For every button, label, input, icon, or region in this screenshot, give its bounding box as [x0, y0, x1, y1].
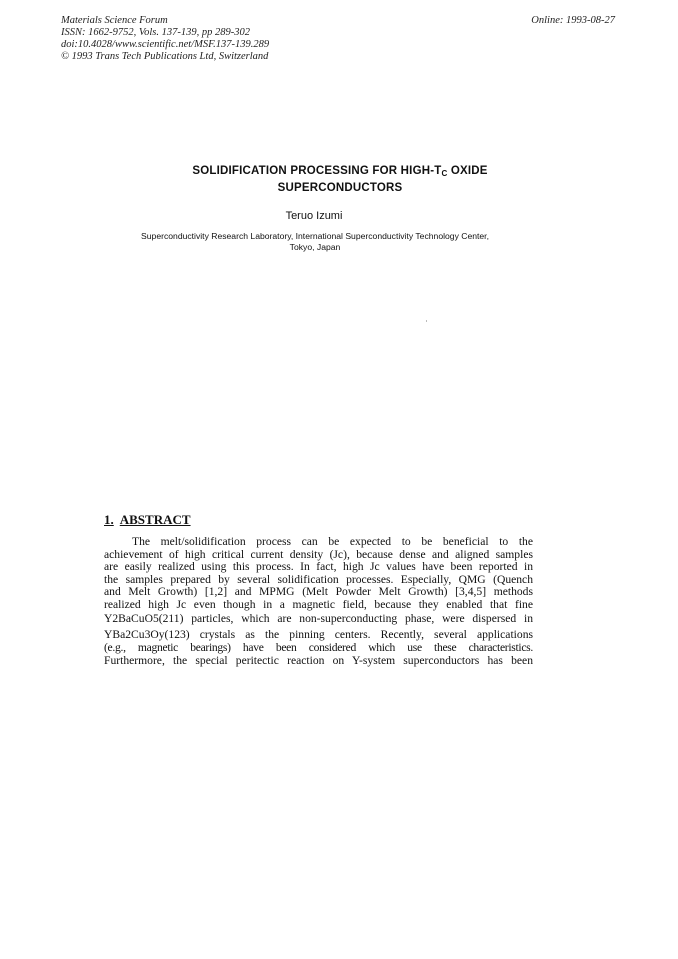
abstract-line: The melt/solidification process can be expected to be beneficial to the — [132, 536, 533, 548]
abstract-line: and Melt Growth) [1,2] and MPMG (Melt Powder Melt Growth) [3,4,5] methods — [104, 586, 533, 598]
title-line-2: SUPERCONDUCTORS — [277, 182, 403, 194]
online-date: Online: 1993-08-27 — [531, 15, 615, 26]
journal-header — [61, 15, 269, 63]
author-name: Teruo Izumi — [285, 210, 343, 222]
abstract-body — [104, 536, 533, 667]
scan-artifact — [426, 320, 427, 322]
abstract-line: Y2BaCuO5(211) particles, which are non-superconducting phase, were dispersed in — [104, 612, 533, 625]
doi-line[interactable]: doi:10.4028/www.scientific.net/MSF.137-139.289 — [61, 39, 270, 50]
section-heading — [104, 512, 197, 528]
section-number: 1. — [104, 512, 114, 527]
abstract-line: (e.g., magnetic bearings) have been considered which use these characteristics. — [104, 642, 533, 654]
abstract-line: achievement of high critical current density (Jc), because dense and aligned samples — [104, 548, 533, 561]
journal-name: Materials Science Forum — [61, 15, 168, 26]
issn-line: ISSN: 1662-9752, Vols. 137-139, pp 289-302 — [61, 27, 250, 38]
title-subscript: C — [441, 169, 448, 178]
abstract-line: YBa2Cu3Oy(123) crystals as the pinning centers. Recently, several applications — [104, 627, 533, 641]
abstract-line: are easily realized using this process. In fact, high Jc values have been reported in — [104, 561, 533, 573]
copyright-line: © 1993 Trans Tech Publications Ltd, Switzerland — [61, 51, 269, 62]
abstract-line: realized high Jc even though in a magnetic field, because they enabled that fine — [104, 598, 533, 611]
title-line-1: SOLIDIFICATION PROCESSING FOR HIGH-$T_C$ OXIDE — [192, 165, 488, 178]
section-title: ABSTRACT — [119, 512, 191, 527]
affiliation-line-2: Tokyo, Japan — [289, 242, 341, 252]
abstract-line: Furthermore, the special peritectic reaction on Y-system superconductors has been — [104, 654, 533, 667]
abstract-line: the samples prepared by several solidification processes. Especially, QMG (Quench — [104, 573, 533, 586]
paper-title — [100, 164, 580, 196]
affiliation-line-1: Superconductivity Research Laboratory, International Superconductivity Technology Center, — [141, 231, 489, 241]
affiliation — [90, 231, 540, 253]
